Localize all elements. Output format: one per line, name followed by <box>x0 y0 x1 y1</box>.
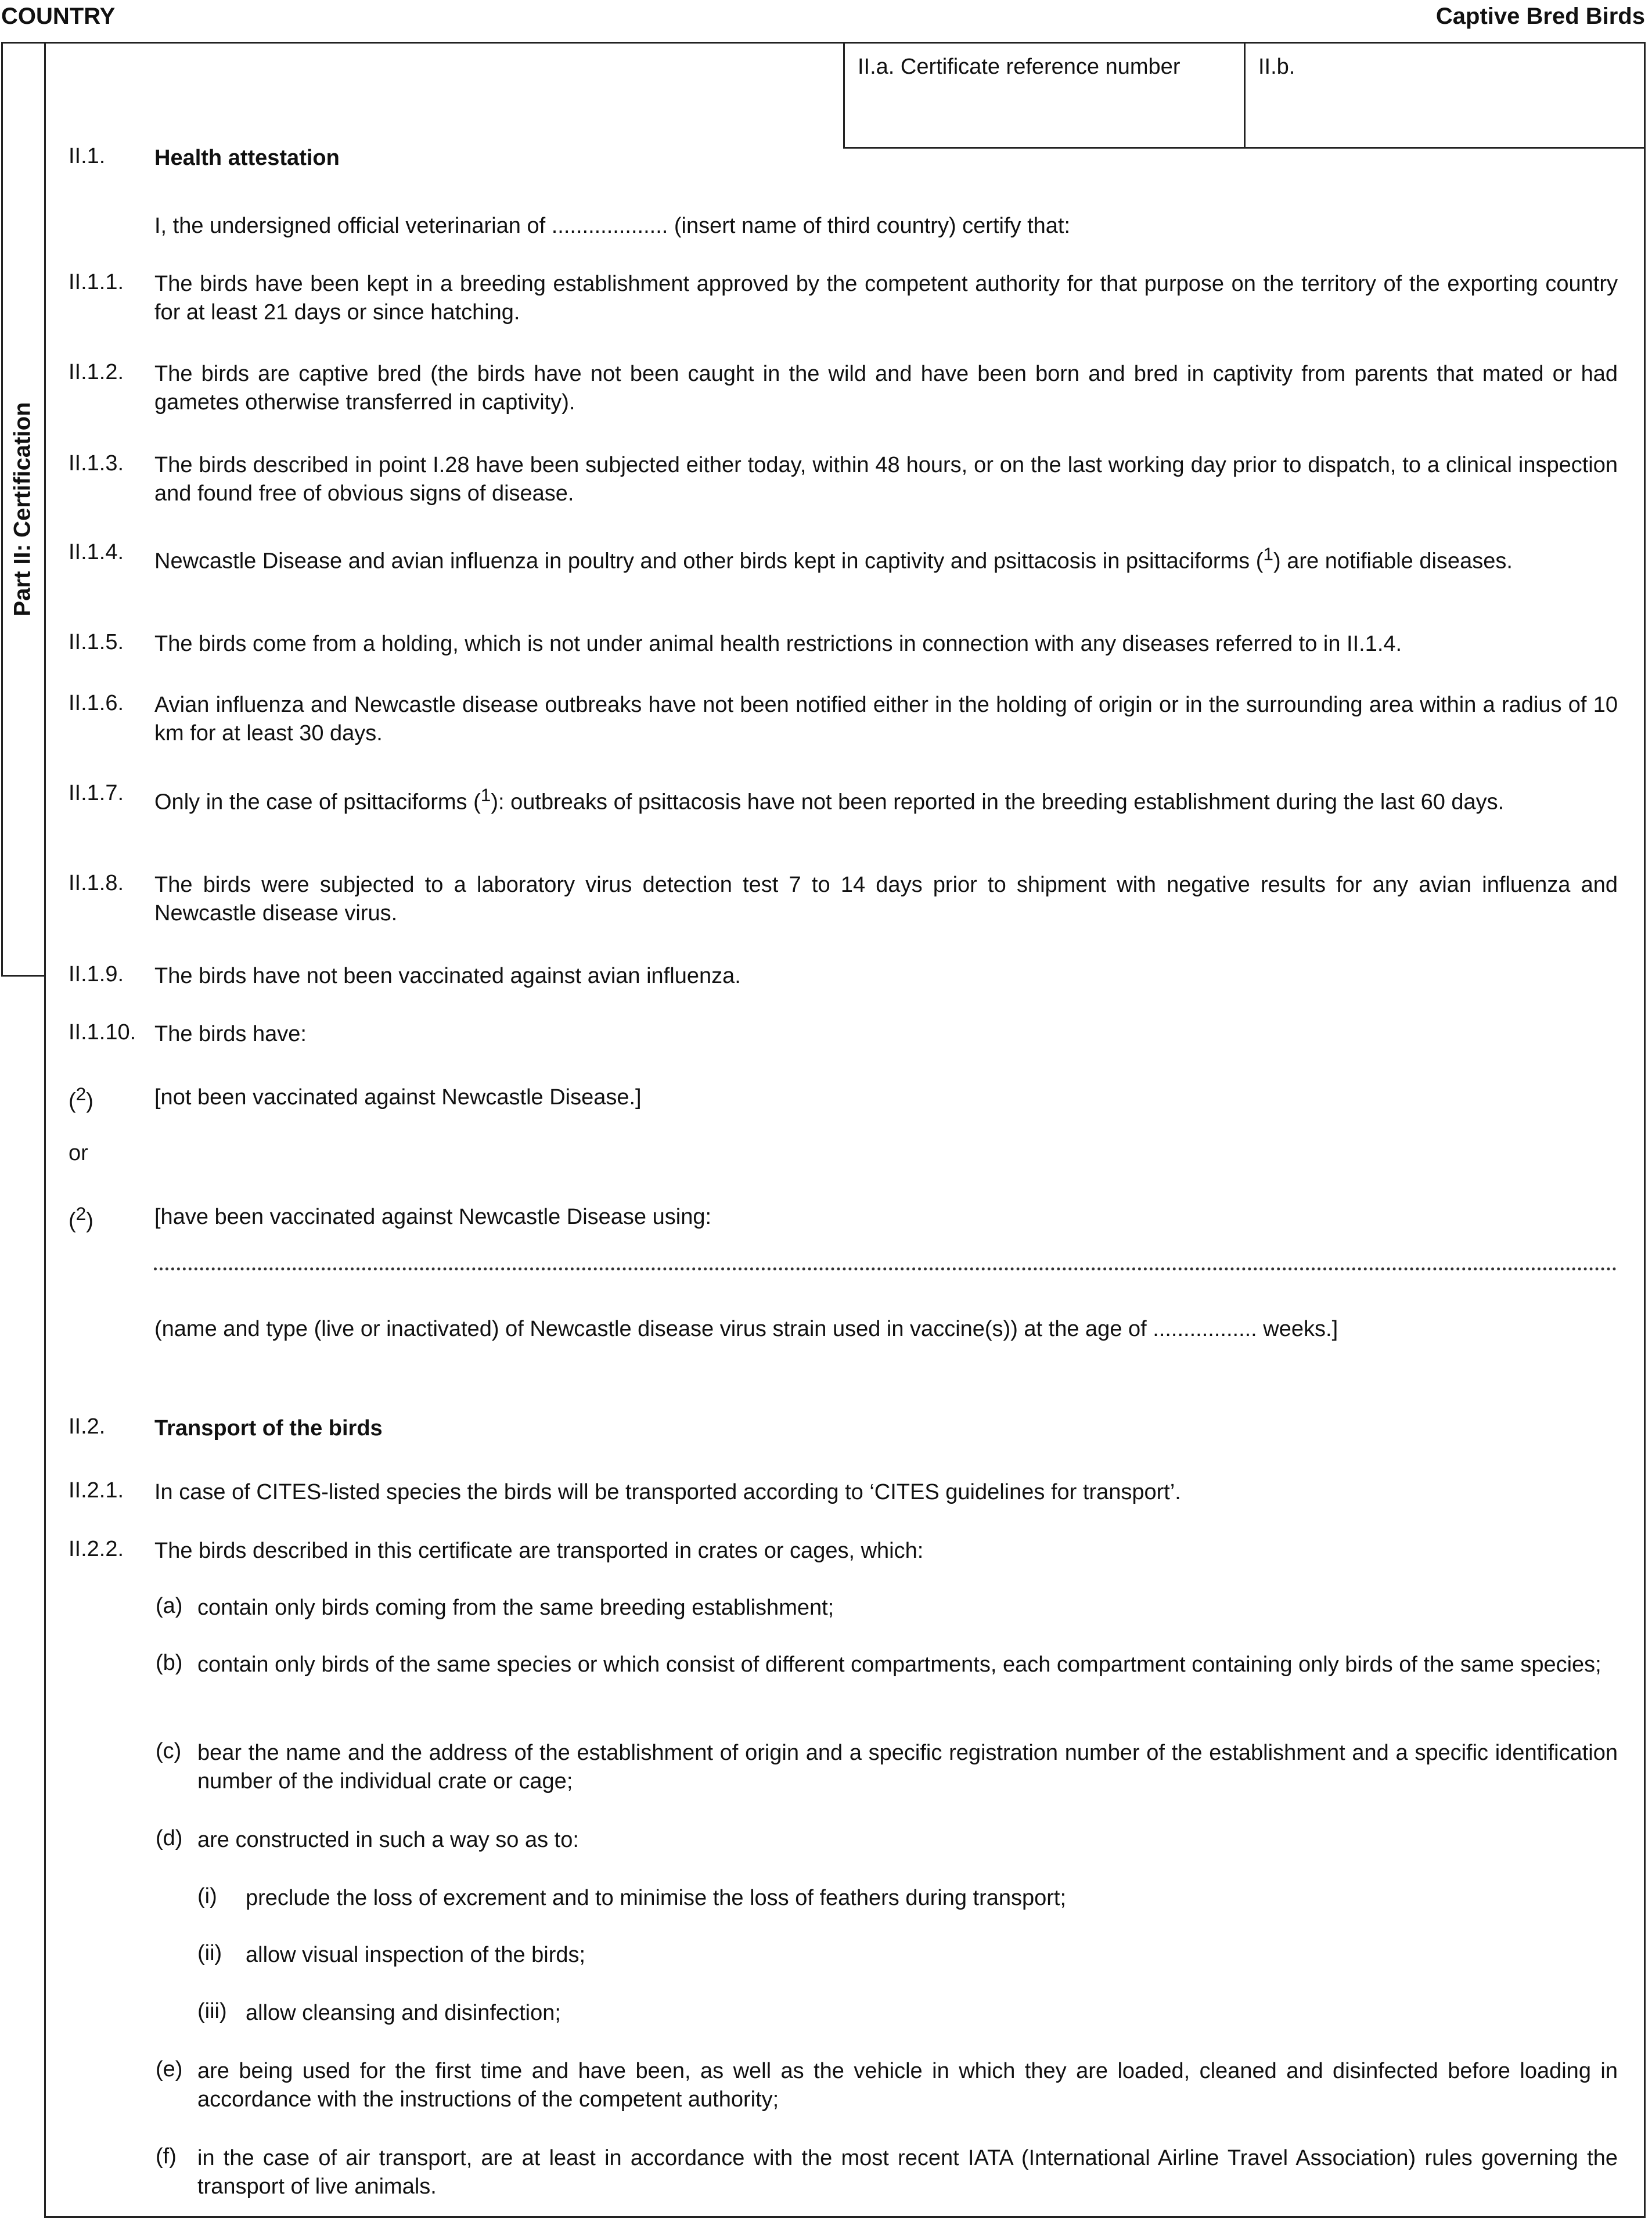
paragraph-text: The birds come from a holding, which is not under animal health restrictions in connection with any diseases referred to in II.1.4. <box>154 632 1402 656</box>
paragraph-number: II.1.9. <box>69 962 124 986</box>
option-text: [have been vaccinated against Newcastle Disease using: <box>154 1205 712 1229</box>
paragraph-number: II.1.8. <box>69 871 124 895</box>
paragraph-text: The birds are captive bred (the birds have not been caught in the wild and have been born and bred in captivity from parents that mated or had gametes otherwise transferred in captivity). <box>154 362 1618 415</box>
option-text: [not been vaccinated against Newcastle Disease.] <box>154 1085 642 1110</box>
side-label: Part II: Certification <box>9 402 35 617</box>
paragraph-text <box>154 540 1618 576</box>
footnote-ref: 2 <box>75 1083 87 1104</box>
sub-list-item-text: allow cleansing and disinfection; <box>246 2001 561 2025</box>
paragraph-number: II.1.4. <box>69 540 124 564</box>
sub-list-item-text: allow visual inspection of the birds; <box>246 1943 586 1967</box>
certificate-reference-box <box>843 42 1244 149</box>
paragraph-text: The birds have been kept in a breeding establishment approved by the competent authority for that purpose on the territory of the exporting country for at least 21 days or since hatching. <box>154 272 1618 325</box>
paragraph-text <box>154 781 1618 817</box>
vaccine-note-text: (name and type (live or inactivated) of Newcastle disease virus strain used in vaccine(s)) at the age of ................. weeks.] <box>154 1317 1338 1341</box>
paragraph-text-part: ): outbreaks of psittacosis have not been reported in the breeding establishment during the last 60 days. <box>491 790 1505 815</box>
sub-list-item-label: (ii) <box>197 1941 222 1965</box>
list-item-label: (c) <box>156 1739 182 1763</box>
paragraph-number: II.2.1. <box>69 1478 124 1503</box>
list-item-text: bear the name and the address of the establishment of origin and a specific registration number of the establishment and a specific identification number of the individual crate or cage; <box>197 1741 1618 1794</box>
paragraph-text: The birds have: <box>154 1022 307 1046</box>
header-title: Captive Bred Birds <box>1435 3 1645 29</box>
list-item-text: are constructed in such a way so as to: <box>197 1828 579 1852</box>
list-item-label: (f) <box>156 2144 177 2169</box>
sub-list-item-label: (i) <box>197 1884 217 1908</box>
section-number: II.1. <box>69 144 106 168</box>
paragraph-text: The birds have not been vaccinated against avian influenza. <box>154 964 741 988</box>
list-item-label: (d) <box>156 1826 183 1850</box>
paragraph-text-part: Only in the case of psittaciforms ( <box>154 790 481 815</box>
paragraph-number: II.1.2. <box>69 360 124 384</box>
section-number: II.2. <box>69 1414 106 1439</box>
paragraph-text: The birds described in this certificate are transported in crates or cages, which: <box>154 1539 924 1563</box>
or-text: or <box>69 1141 88 1165</box>
footnote-ref: 1 <box>1263 543 1273 564</box>
option-marker: ($^2$) <box>69 1203 93 1233</box>
footnote-ref: 1 <box>480 784 491 805</box>
intro-text: I, the undersigned official veterinarian of ................... (insert name of third country) certify that: <box>154 214 1071 238</box>
paragraph-text: The birds described in point I.28 have been subjected either today, within 48 hours, or on the last working day prior to dispatch, to a clinical inspection and found free of obvious signs of disease. <box>154 453 1618 506</box>
paragraph-number: II.1.7. <box>69 781 124 805</box>
paragraph-number: II.2.2. <box>69 1537 124 1561</box>
paragraph-text: In case of CITES-listed species the birds will be transported according to ‘CITES guidelines for transport’. <box>154 1480 1181 1504</box>
paragraph-number: II.1.5. <box>69 630 124 654</box>
paragraph-number: II.1.10. <box>69 1020 136 1045</box>
reference-b-label: II.b. <box>1258 55 1295 79</box>
list-item-text: contain only birds of the same species or which consist of different compartments, each compartment containing only birds of the same species; <box>197 1652 1601 1677</box>
vaccine-fill-in-line <box>154 1263 1617 1270</box>
list-item-text: contain only birds coming from the same breeding establishment; <box>197 1596 834 1620</box>
paragraph-text-part: Newcastle Disease and avian influenza in poultry and other birds kept in captivity and psittacosis in psittaciforms ( <box>154 549 1264 574</box>
sub-list-item-text: preclude the loss of excrement and to minimise the loss of feathers during transport; <box>246 1886 1067 1910</box>
reference-b-box <box>1244 42 1646 149</box>
paragraph-number: II.1.3. <box>69 451 124 476</box>
paragraph-text: The birds were subjected to a laboratory virus detection test 7 to 14 days prior to shipment with negative results for any avian influenza and Newcastle disease virus. <box>154 873 1618 925</box>
list-item-label: (b) <box>156 1651 183 1675</box>
paragraph-number: II.1.6. <box>69 691 124 715</box>
paragraph-number: II.1.1. <box>69 270 124 294</box>
sub-list-item-label: (iii) <box>197 1999 227 2023</box>
certificate-reference-label: II.a. Certificate reference number <box>858 55 1180 79</box>
header-country: COUNTRY <box>1 3 116 29</box>
footnote-ref: 2 <box>75 1203 87 1224</box>
section-title: Health attestation <box>154 146 340 170</box>
option-marker: ($^2$) <box>69 1083 93 1114</box>
section-title: Transport of the birds <box>154 1416 383 1440</box>
list-item-label: (a) <box>156 1594 183 1618</box>
list-item-label: (e) <box>156 2057 183 2081</box>
list-item-text: are being used for the first time and have been, as well as the vehicle in which they are loaded, cleaned and disinfected before loading in accordance with the instructions of the competent authority; <box>197 2059 1618 2112</box>
paragraph-text: Avian influenza and Newcastle disease outbreaks have not been notified either in the holding of origin or in the surrounding area within a radius of 10 km for at least 30 days. <box>154 693 1618 746</box>
paragraph-text-part: ) are notifiable diseases. <box>1273 549 1513 574</box>
list-item-text: in the case of air transport, are at least in accordance with the most recent IATA (International Airline Travel Association) rules governing the transport of live animals. <box>197 2146 1618 2199</box>
